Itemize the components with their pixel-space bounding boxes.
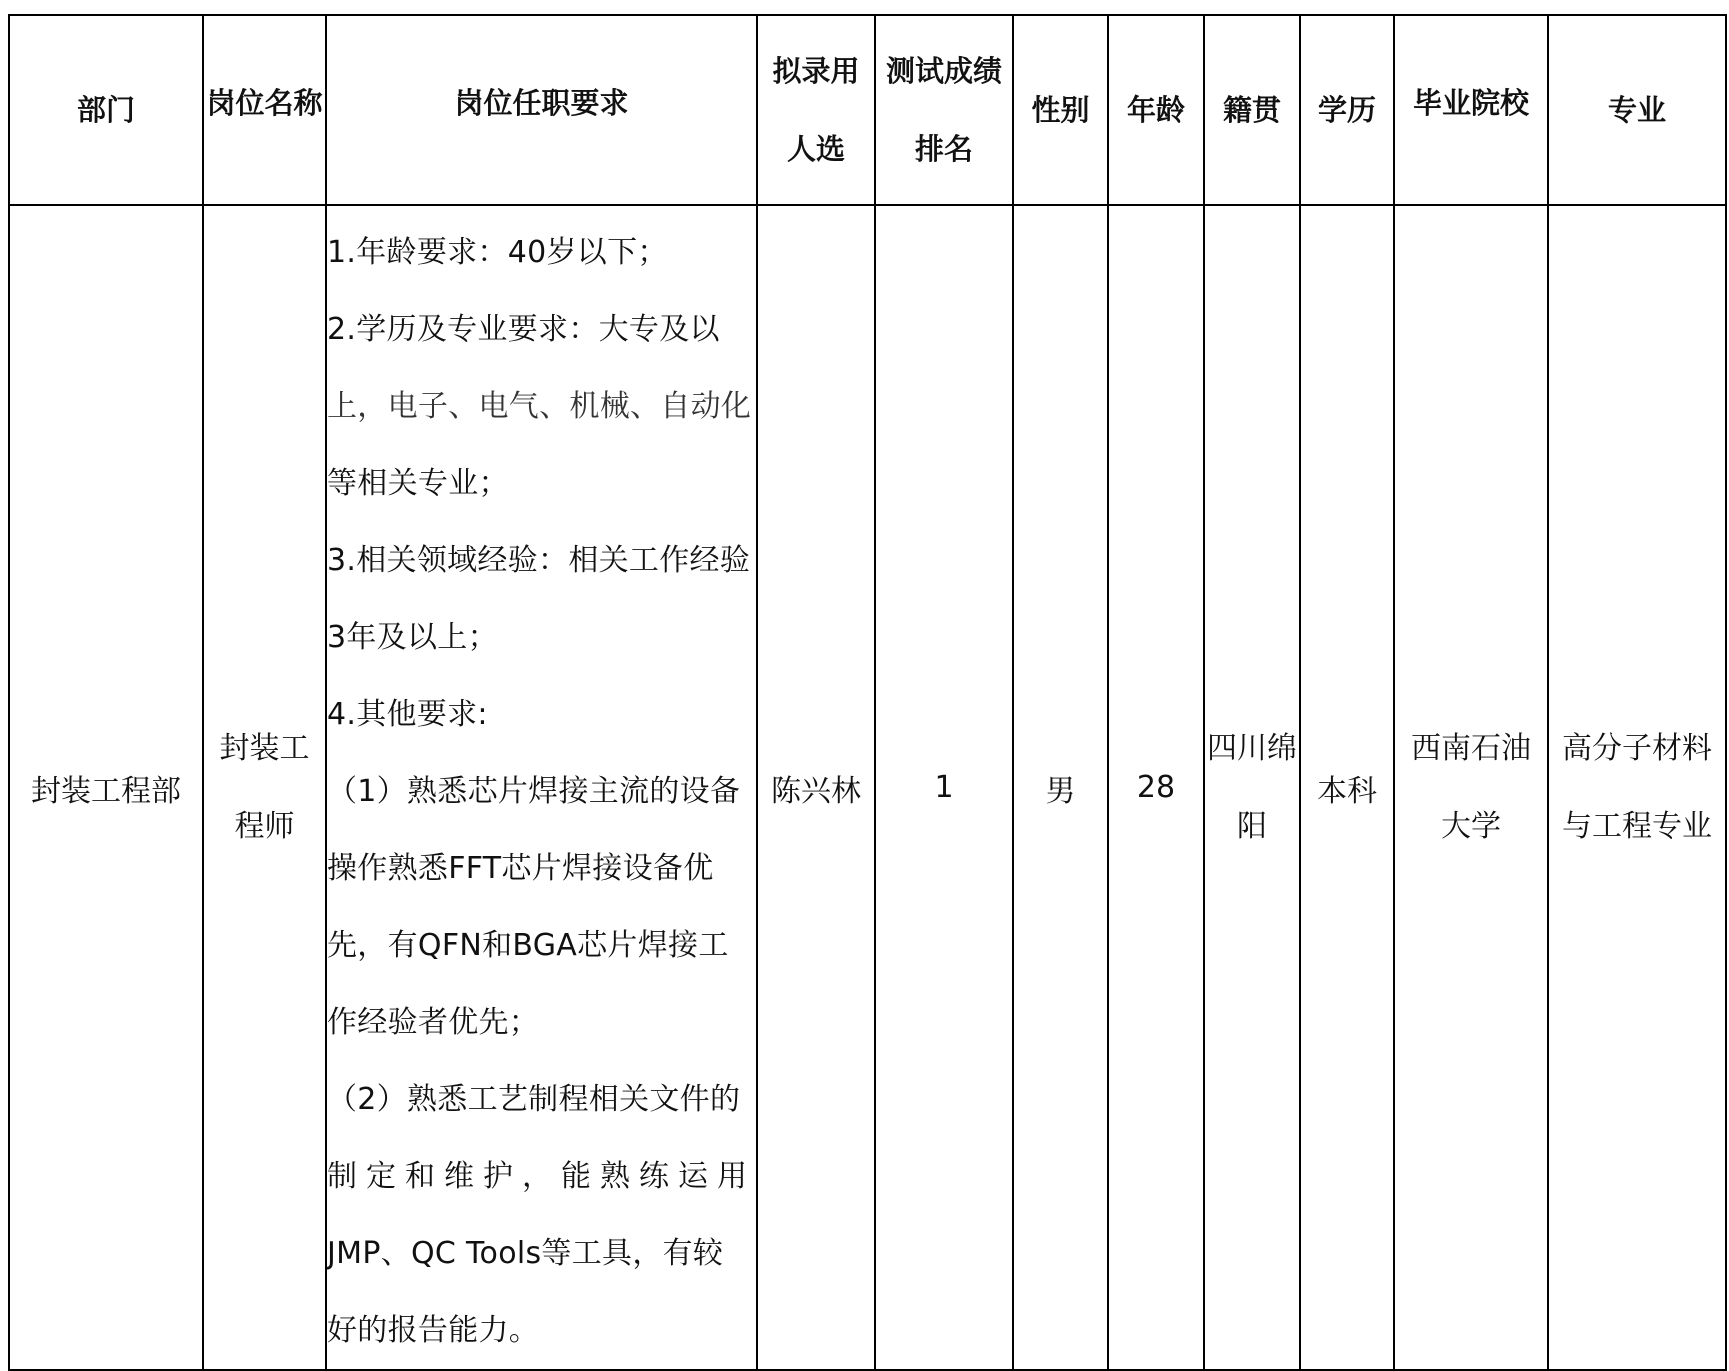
header-test-rank — [875, 15, 1013, 205]
header-candidate-line1: 拟录用 — [772, 54, 860, 88]
position-cell — [203, 205, 326, 1370]
requirement-line: 3.相关领域经验：相关工作经验 — [327, 543, 751, 578]
requirement-line: JMP、QC Tools等工具，有较 — [327, 1236, 724, 1271]
requirement-line: 上，电子、电气、机械、自动化 — [327, 389, 752, 424]
native-place-line1: 四川绵 — [1207, 730, 1297, 766]
requirement-line: 1.年龄要求：40岁以下； — [327, 235, 668, 270]
gender-cell: 男 — [1013, 205, 1108, 1370]
position-line2: 程师 — [234, 808, 295, 844]
department-cell: 封装工程部 — [9, 205, 203, 1370]
major-line2: 与工程专业 — [1562, 808, 1712, 844]
header-gender: 性别 — [1013, 15, 1108, 205]
header-candidate — [757, 15, 875, 205]
requirements-cell — [326, 205, 757, 1370]
header-native-place: 籍贯 — [1204, 15, 1300, 205]
position-line1: 封装工 — [219, 730, 310, 766]
school-line2: 大学 — [1441, 808, 1501, 844]
table-row — [9, 205, 1726, 1370]
requirement-line: 3年及以上； — [327, 620, 498, 655]
header-row — [9, 15, 1726, 205]
header-age: 年龄 — [1108, 15, 1204, 205]
requirement-line: 等相关专业； — [327, 466, 509, 501]
requirement-line: （1）熟悉芯片焊接主流的设备 — [327, 774, 741, 809]
major-cell — [1548, 205, 1726, 1370]
education-cell: 本科 — [1300, 205, 1394, 1370]
header-candidate-line2: 人选 — [786, 132, 845, 166]
native-place-line2: 阳 — [1237, 808, 1267, 844]
header-test-rank-line1: 测试成绩 — [885, 54, 1002, 88]
major-line1: 高分子材料 — [1562, 730, 1712, 766]
header-requirements: 岗位任职要求 — [326, 15, 757, 205]
header-school: 毕业院校 — [1394, 15, 1548, 205]
recruitment-table — [8, 14, 1727, 1371]
requirement-line: 作经验者优先； — [327, 1005, 540, 1040]
candidate-cell: 陈兴林 — [757, 205, 875, 1370]
requirement-line: （2）熟悉工艺制程相关文件的 — [327, 1082, 741, 1117]
requirement-line: 好的报告能力。 — [327, 1313, 540, 1348]
school-line1: 西南石油 — [1411, 730, 1531, 766]
requirement-line: 2.学历及专业要求：大专及以 — [327, 312, 720, 347]
test-rank-cell: 1 — [875, 205, 1013, 1370]
header-test-rank-line2: 排名 — [914, 132, 973, 166]
requirement-line: 先，有QFN和BGA芯片焊接工 — [327, 928, 729, 963]
header-major: 专业 — [1548, 15, 1726, 205]
age-cell: 28 — [1108, 205, 1204, 1370]
header-position: 岗位名称 — [203, 15, 326, 205]
requirement-line: 操作熟悉FFT芯片焊接设备优 — [327, 851, 714, 886]
school-cell — [1394, 205, 1548, 1370]
native-place-cell — [1204, 205, 1300, 1370]
header-education: 学历 — [1300, 15, 1394, 205]
header-department: 部门 — [9, 15, 203, 205]
requirement-line: 4.其他要求: — [327, 697, 488, 732]
requirement-line: 制定和维护，能熟练运用 — [327, 1159, 756, 1194]
